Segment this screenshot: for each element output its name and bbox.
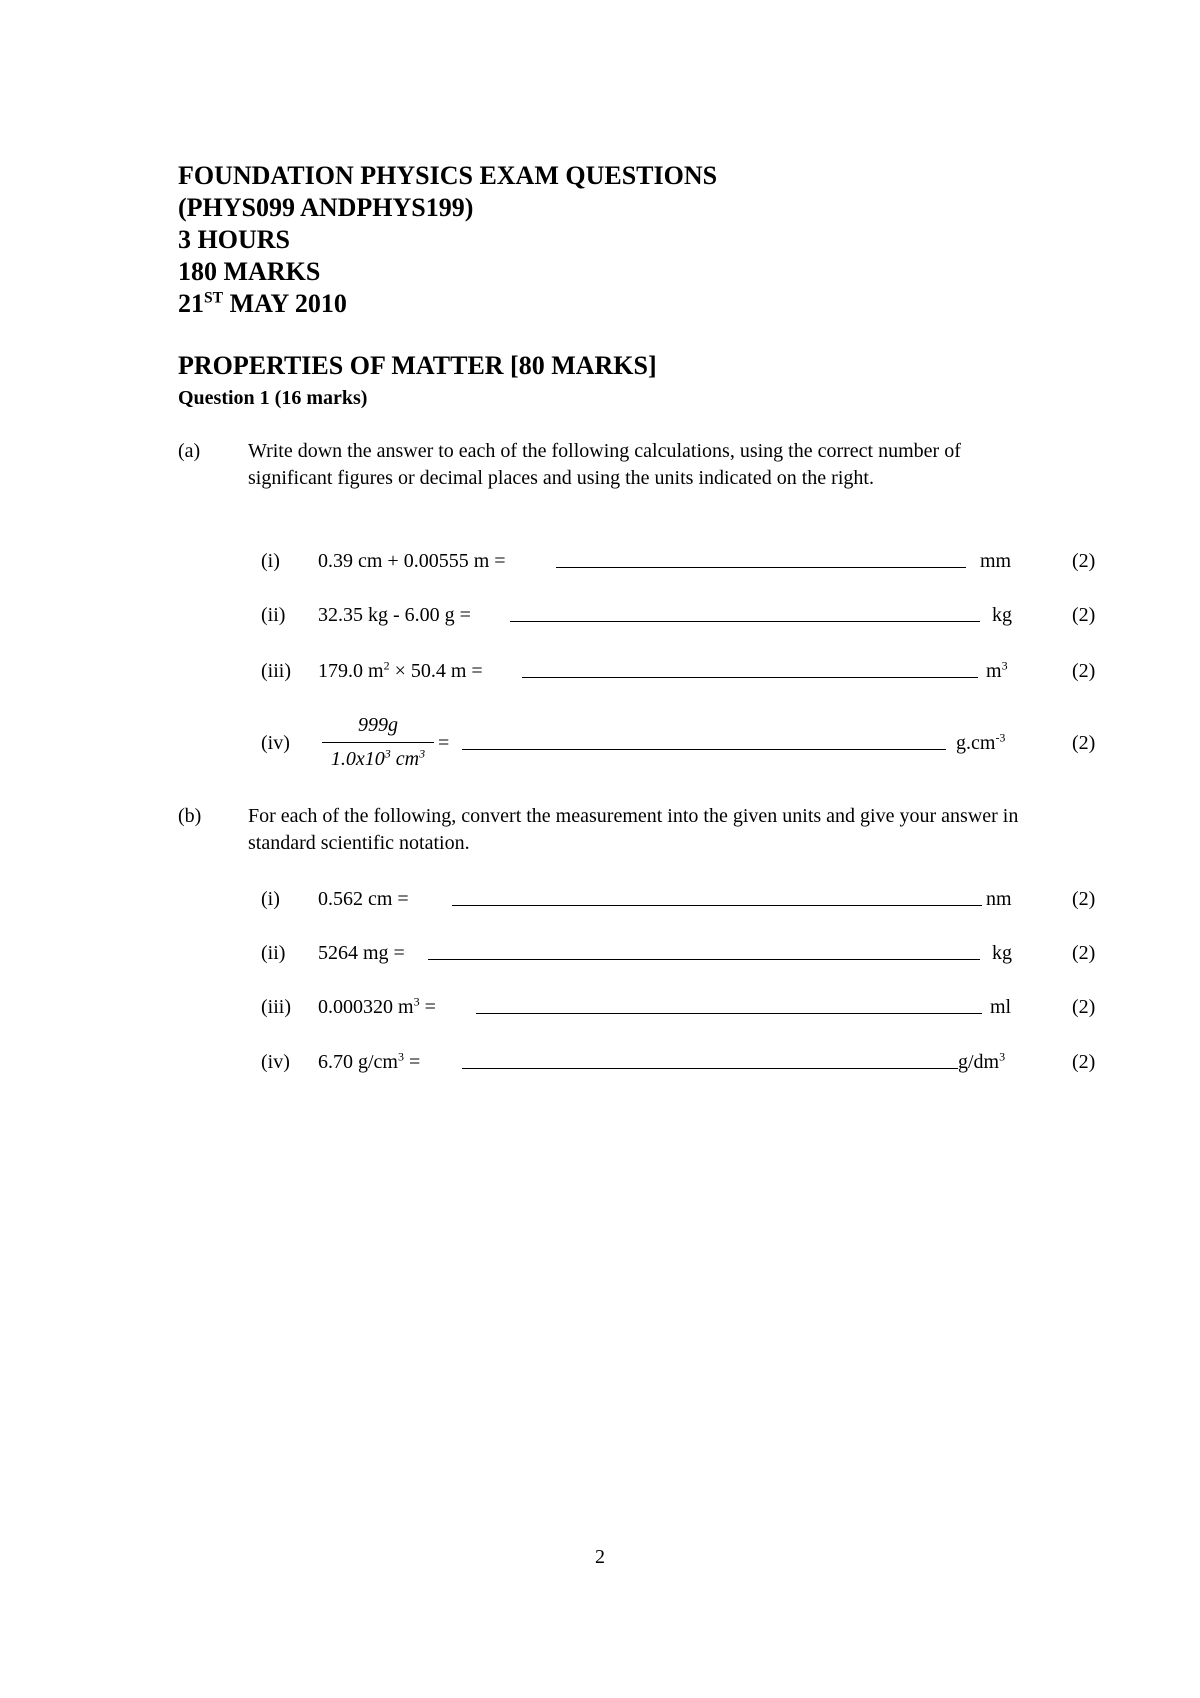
item-unit: nm	[986, 888, 1012, 910]
question-title: Question 1 (16 marks)	[178, 387, 368, 409]
item-unit: kg	[992, 942, 1012, 964]
item-expression: 32.35 kg - 6.00 g =	[318, 604, 471, 626]
course-codes: (PHYS099 ANDPHYS199)	[178, 193, 474, 222]
exam-date	[178, 288, 717, 320]
part-a-item-iii	[0, 656, 1200, 686]
exam-title: FOUNDATION PHYSICS EXAM QUESTIONS	[178, 161, 718, 190]
part-a-label: (a)	[178, 440, 201, 462]
item-marks: (2)	[1072, 604, 1096, 626]
item-unit: $g/dm^3$	[958, 1049, 1006, 1073]
date-suffix: ST	[204, 289, 224, 307]
item-expression: 5264 mg =	[318, 942, 405, 964]
answer-blank[interactable]	[462, 749, 946, 750]
item-number: (iv)	[261, 732, 290, 754]
item-number: (i)	[261, 888, 280, 910]
answer-blank[interactable]	[556, 567, 966, 568]
item-marks: (2)	[1072, 732, 1096, 754]
part-a-item-ii	[0, 600, 1200, 630]
answer-blank[interactable]	[476, 1013, 982, 1014]
item-unit: kg	[992, 604, 1012, 626]
equals-sign: =	[438, 732, 450, 754]
item-expression: 0.562 cm =	[318, 888, 409, 910]
answer-blank[interactable]	[522, 677, 978, 678]
item-number: (iii)	[261, 996, 291, 1018]
item-expression: 0.000320 $m^3$ =	[318, 994, 436, 1018]
answer-blank[interactable]	[428, 959, 980, 960]
part-a-item-iv	[0, 714, 1200, 770]
item-marks: (2)	[1072, 660, 1096, 682]
item-number: (i)	[261, 550, 280, 572]
part-b-item-iv	[0, 1047, 1200, 1077]
section-title: PROPERTIES OF MATTER [80 MARKS]	[178, 351, 657, 380]
page-number: 2	[595, 1546, 605, 1568]
item-unit: $g.cm^{-3}$	[956, 730, 1006, 754]
item-marks: (2)	[1072, 942, 1096, 964]
exam-header	[178, 160, 717, 320]
date-month-year: MAY 2010	[223, 289, 347, 318]
fraction-bar	[322, 742, 434, 743]
item-marks: (2)	[1072, 888, 1096, 910]
item-expression: 6.70 $g/cm^3$ =	[318, 1049, 421, 1073]
item-number: (ii)	[261, 604, 286, 626]
fraction-numerator: 999g	[358, 714, 398, 736]
part-b-item-i	[0, 884, 1200, 914]
item-marks: (2)	[1072, 550, 1096, 572]
part-a-instructions: Write down the answer to each of the following calculations, using the correct number of significant figures or decimal places and using the units indicated on the right.	[248, 440, 961, 489]
item-expression: 179.0 $m^2 \times 50.4$ m =	[318, 658, 483, 682]
exam-total-marks: 180 MARKS	[178, 257, 321, 286]
item-number: (iv)	[261, 1051, 290, 1073]
date-day: 21	[178, 289, 204, 318]
answer-blank[interactable]	[452, 905, 982, 906]
part-a-item-i	[0, 546, 1200, 576]
exam-duration: 3 HOURS	[178, 225, 290, 254]
answer-blank[interactable]	[462, 1068, 958, 1069]
item-unit: $m^3$	[986, 658, 1008, 682]
item-unit: ml	[990, 996, 1012, 1018]
item-number: (iii)	[261, 660, 291, 682]
fraction-expression	[318, 712, 438, 778]
item-number: (ii)	[261, 942, 286, 964]
part-b-label: (b)	[178, 805, 202, 827]
fraction-denominator: $1.0x10^3$ $cm^3$	[330, 746, 426, 770]
part-b-item-iii	[0, 992, 1200, 1022]
part-b-item-ii	[0, 938, 1200, 968]
item-expression: 0.39 cm + 0.00555 m =	[318, 550, 506, 572]
item-marks: (2)	[1072, 1051, 1096, 1073]
part-b-instructions: For each of the following, convert the measurement into the given units and give your answer in standard scientific notation.	[248, 805, 1019, 854]
item-unit: mm	[980, 550, 1012, 572]
item-marks: (2)	[1072, 996, 1096, 1018]
answer-blank[interactable]	[510, 621, 980, 622]
